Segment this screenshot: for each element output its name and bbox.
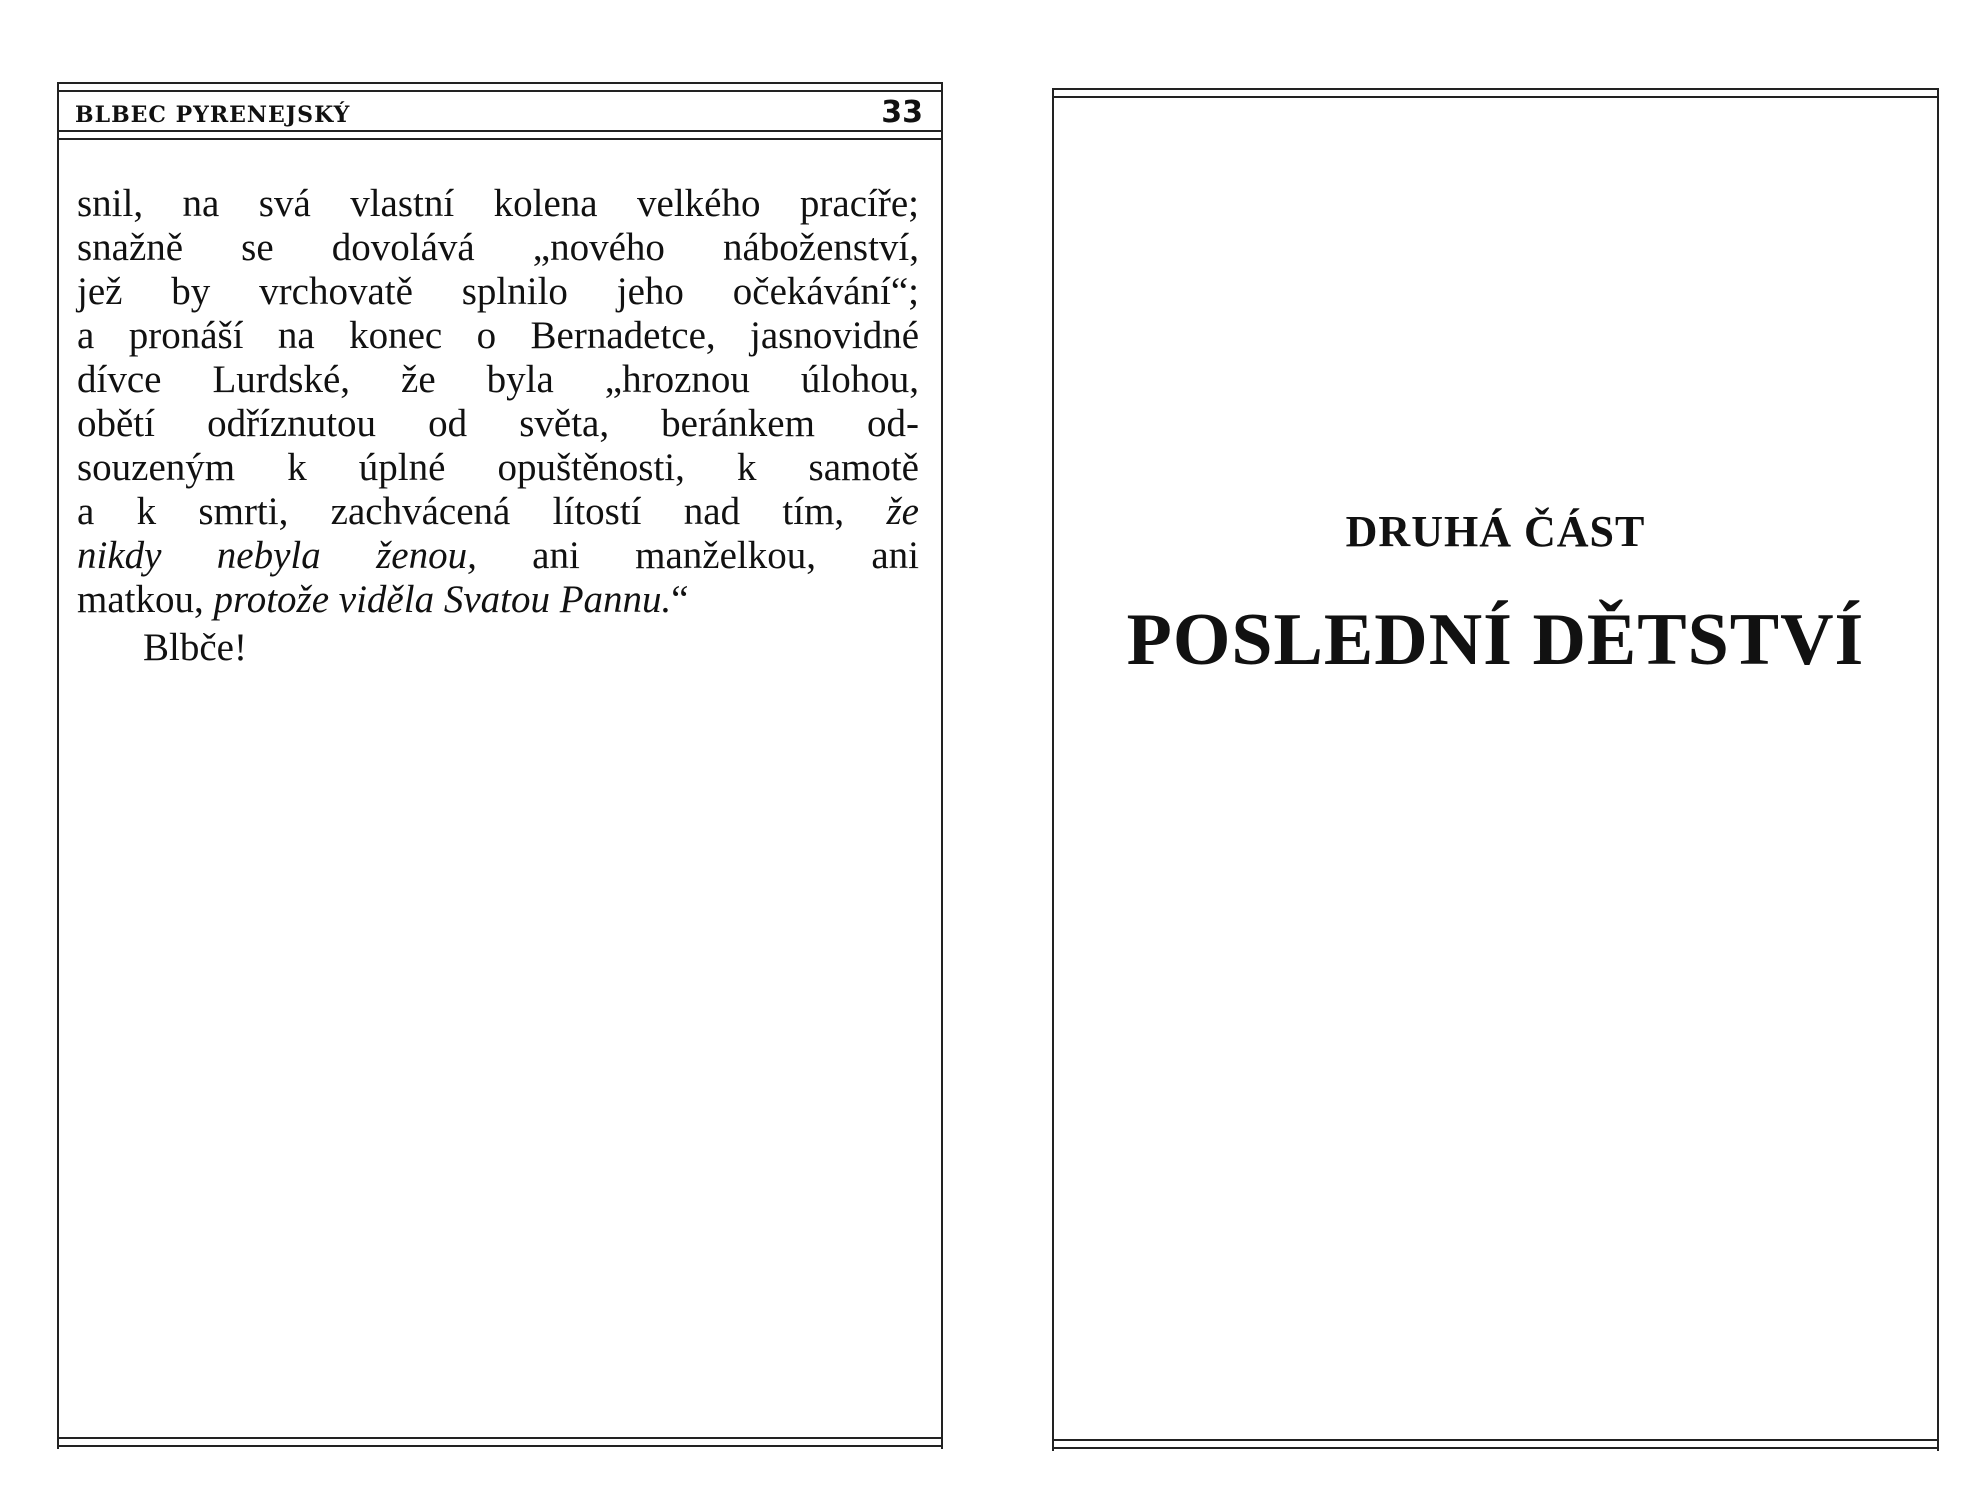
closing-quote: “ — [671, 578, 689, 621]
bottom-rule — [59, 1437, 941, 1447]
text-line — [77, 534, 919, 578]
part-label: DRUHÁ ČÁST — [1345, 507, 1646, 556]
text-line: jež by vrchovatě splnilo jeho očekávání“; — [77, 270, 919, 313]
part-title: POSLEDNÍ DĚTSTVÍ — [1126, 599, 1865, 681]
exclamation: Blbče! — [143, 626, 247, 669]
top-rule — [1054, 88, 1937, 98]
right-page — [1052, 88, 1939, 1451]
text-line: souzeným k úplné opuštěnosti, k samotě — [77, 446, 919, 489]
text-segment: a k smrti, zachvácená lítostí nad tím, — [77, 490, 845, 533]
body-text — [77, 182, 919, 670]
text-segment: matkou, — [77, 578, 204, 621]
italic-segment: nikdy nebyla ženou, — [77, 534, 477, 577]
left-page — [57, 82, 943, 1449]
text-line: a pronáší na konec o Bernadetce, jasnovidné — [77, 314, 919, 357]
bottom-rule — [1054, 1439, 1937, 1449]
header-rule — [59, 130, 941, 140]
text-segment: ani manželkou, ani — [532, 534, 919, 577]
italic-segment: že — [886, 490, 919, 533]
running-header — [75, 92, 923, 128]
text-line: obětí odříznutou od světa, beránkem od- — [77, 402, 919, 445]
top-rule — [59, 82, 941, 92]
text-line: dívce Lurdské, že byla „hroznou úlohou, — [77, 358, 919, 401]
text-line: snažně se dovolává „nového náboženství, — [77, 226, 919, 269]
text-line — [77, 490, 919, 534]
text-line — [77, 578, 919, 622]
text-line: snil, na svá vlastní kolena velkého pracíře; — [77, 182, 919, 225]
running-title: BLBEC PYRENEJSKÝ — [75, 102, 351, 128]
italic-segment: protože viděla Svatou Pannu. — [213, 578, 672, 621]
page-number: 33 — [881, 95, 923, 130]
